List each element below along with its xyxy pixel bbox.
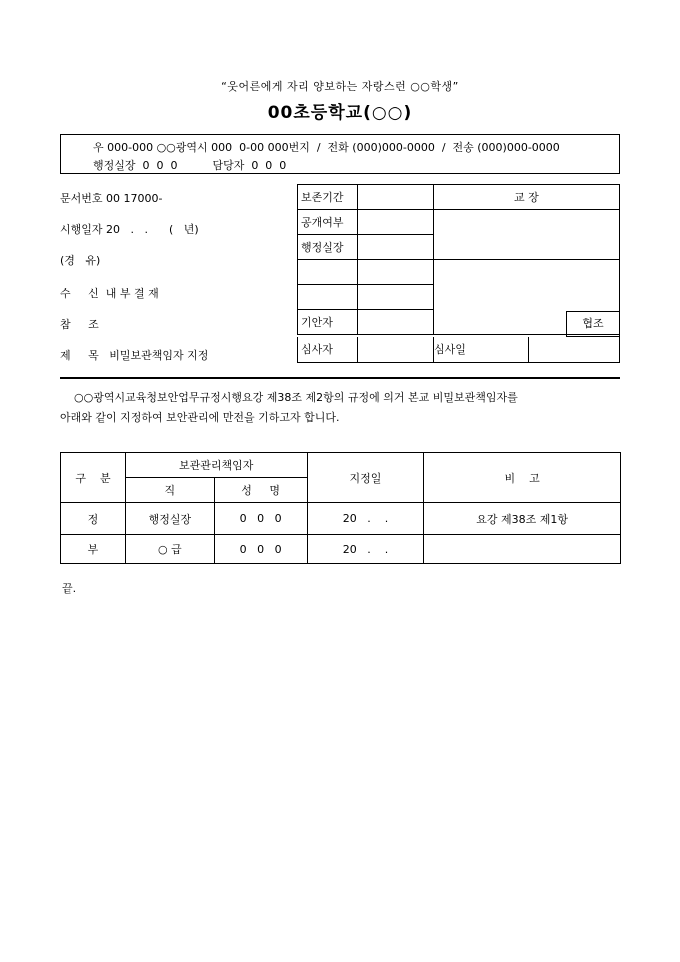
retention-label: 보존기간 [298, 185, 358, 210]
disclosure-label: 공개여부 [298, 210, 358, 235]
enforcement-date: 시행일자 20 . . ( 년) [60, 223, 199, 236]
blank-cell [357, 285, 433, 310]
subject-field: 제 목 비밀보관책임자 지정 [60, 349, 209, 362]
row-remarks: 요강 제38조 제1항 [424, 503, 621, 535]
drafter-sign [357, 310, 433, 335]
contact-persons-line: 행정실장 0 0 0 담당자 0 0 0 [93, 159, 287, 172]
custodian-table [60, 452, 621, 564]
drafter-label: 기안자 [298, 310, 358, 335]
header-position: 직 [125, 478, 214, 503]
admin-chief-label: 행정실장 [298, 235, 358, 260]
row-name: 0 0 0 [214, 503, 307, 535]
row-position: ○ 급 [125, 535, 214, 564]
disclosure-value [357, 210, 433, 235]
body-paragraph [60, 388, 620, 428]
header-name: 성 명 [214, 478, 307, 503]
header-category: 구 분 [61, 453, 126, 503]
body-line-1: ○○광역시교육청보안업무규정시행요강 제38조 제2항의 규정에 의거 본교 비밀보관책임자를 [74, 391, 518, 404]
school-name-title: 00초등학교(○○) [267, 103, 413, 123]
reference-field: 참 조 [60, 318, 99, 331]
doc-number: 문서번호 00 17000- [60, 192, 163, 205]
body-line-2: 아래와 같이 지정하여 보안관리에 만전을 기하고자 합니다. [60, 411, 340, 424]
principal-label: 교 장 [433, 185, 619, 210]
row-category: 정 [61, 503, 126, 535]
header-designation-date: 지정일 [307, 453, 424, 503]
recipient-field: 수 신 내 부 결 재 [60, 287, 159, 300]
admin-chief-sign [357, 235, 433, 260]
blank-cell [298, 285, 358, 310]
table-row [61, 503, 621, 535]
header-custodian: 보관관리책임자 [125, 453, 307, 478]
row-date: 20 . . [307, 535, 424, 564]
retention-value [357, 185, 433, 210]
blank-cell [357, 260, 433, 285]
row-category: 부 [61, 535, 126, 564]
reviewer-label: 심사자 [298, 337, 358, 362]
row-date: 20 . . [307, 503, 424, 535]
reviewer-sign [358, 337, 434, 362]
review-date-label: 심사일 [434, 337, 529, 362]
row-remarks [424, 535, 621, 564]
blank-cell [298, 260, 358, 285]
table-row [61, 535, 621, 564]
row-position: 행정실장 [125, 503, 214, 535]
closing-mark: 끝. [62, 582, 77, 595]
row-name: 0 0 0 [214, 535, 307, 564]
divider-rule [60, 377, 620, 379]
address-line: 우 000-000 ○○광역시 000 0-00 000번지 / 전화 (000)000-0000 / 전송 (000)000-0000 [93, 141, 560, 154]
review-row [297, 337, 620, 363]
principal-sign-area [433, 210, 619, 260]
school-slogan: “웃어른에게 자리 양보하는 자랑스런 ○○학생” [221, 80, 459, 93]
cooperation-label: 협조 [566, 311, 620, 337]
via-field: (경 유) [60, 254, 101, 267]
header-remarks: 비 고 [424, 453, 621, 503]
address-box [60, 134, 620, 174]
